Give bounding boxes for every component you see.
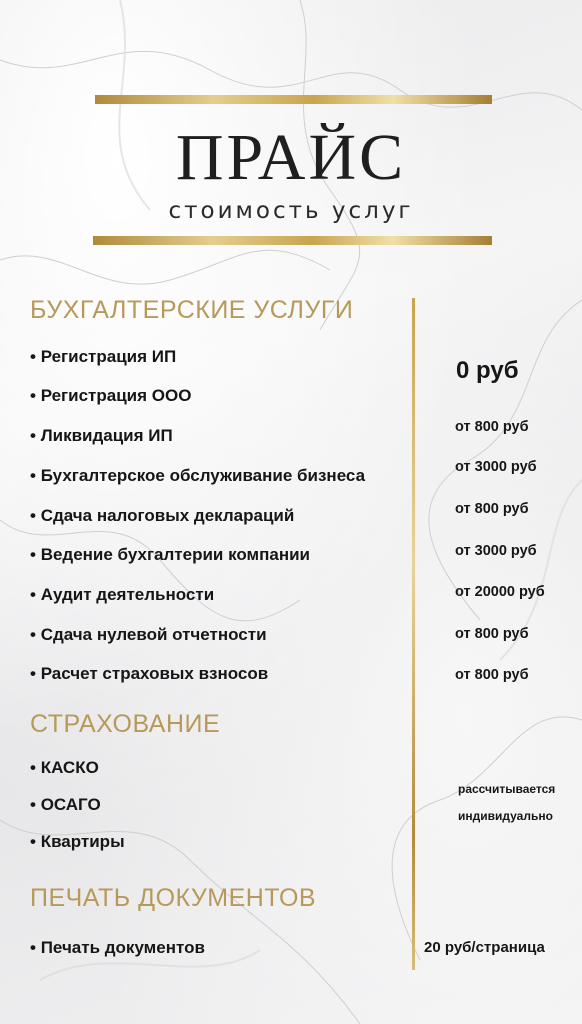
service-price: от 800 руб (455, 501, 529, 517)
service-price: от 3000 руб (455, 543, 537, 559)
divider-line (412, 298, 415, 970)
service-item: • Ведение бухгалтерии компании (30, 545, 310, 565)
page-subtitle: стоимость услуг (168, 198, 414, 224)
top-gold-bar (95, 95, 492, 104)
service-price: 0 руб (456, 357, 519, 384)
service-item: • Регистрация ИП (30, 347, 176, 367)
bottom-gold-bar (93, 236, 492, 245)
service-price: от 800 руб (455, 667, 529, 683)
service-item: • Печать документов (30, 938, 205, 958)
service-item: • Расчет страховых взносов (30, 664, 268, 684)
service-item: • Регистрация ООО (30, 386, 191, 406)
service-price: рассчитывается (458, 782, 556, 796)
service-price: от 20000 руб (455, 584, 545, 600)
service-price: 20 руб/страница (424, 939, 545, 956)
service-item: • Сдача нулевой отчетности (30, 625, 267, 645)
service-item: • Аудит деятельности (30, 585, 214, 605)
service-price: индивидуально (458, 809, 553, 823)
service-item: • Квартиры (30, 832, 125, 852)
service-item: • Сдача налоговых деклараций (30, 506, 294, 526)
section-heading-accounting: БУХГАЛТЕРСКИЕ УСЛУГИ (30, 296, 354, 324)
service-item: • Ликвидация ИП (30, 426, 173, 446)
service-price: от 800 руб (455, 626, 529, 642)
page-title: ПРАЙС (175, 121, 407, 194)
section-heading-insurance: СТРАХОВАНИЕ (30, 710, 221, 738)
service-item: • КАСКО (30, 758, 99, 778)
service-price: от 800 руб (455, 419, 529, 435)
service-item: • Бухгалтерское обслуживание бизнеса (30, 466, 365, 486)
service-item: • ОСАГО (30, 795, 101, 815)
service-price: от 3000 руб (455, 459, 537, 475)
section-heading-printing: ПЕЧАТЬ ДОКУМЕНТОВ (30, 884, 317, 912)
